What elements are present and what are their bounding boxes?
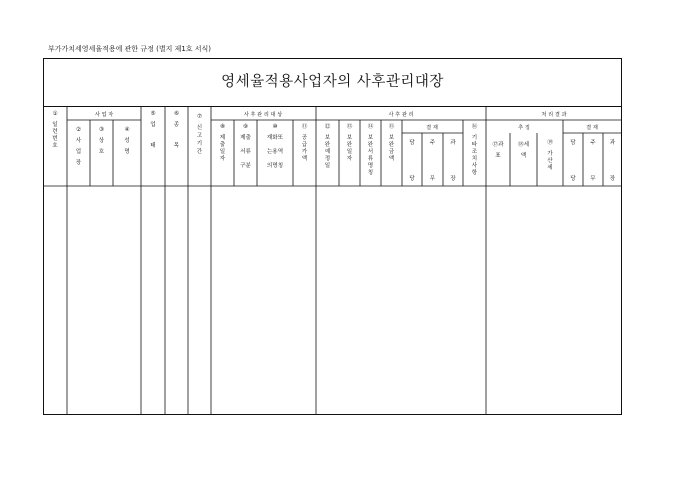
group-business: 사 업 자 bbox=[94, 112, 114, 118]
c22-header-num: ⑲ bbox=[547, 140, 553, 146]
c6-header-num: ⑥ bbox=[173, 111, 180, 117]
c6-header-char: 목 bbox=[173, 143, 180, 149]
c10-header-line: 의명칭 bbox=[266, 163, 284, 169]
c22-header-char: 세 bbox=[547, 165, 553, 171]
c19-header-char: 조 bbox=[471, 149, 478, 155]
c16-header-char: 당 bbox=[409, 176, 415, 182]
c12-header-char: 정 bbox=[324, 156, 331, 162]
c20-header-line: 표 bbox=[495, 153, 501, 159]
c14-header-char: 보 bbox=[367, 135, 374, 141]
c8-header-char: 제 bbox=[219, 135, 226, 141]
c2-header-num: ② bbox=[75, 127, 82, 133]
page-title: 영세율적용사업자의 사후관리대장 bbox=[221, 74, 444, 90]
group-approval: 결 재 bbox=[426, 125, 438, 131]
c2-header-char: 장 bbox=[75, 160, 82, 166]
c4-header-char: 성 bbox=[124, 138, 130, 144]
c15-header-char: 완 bbox=[388, 142, 395, 148]
c23-header-char: 당 bbox=[570, 176, 576, 182]
c19-header-char: 사 bbox=[471, 163, 478, 169]
c10-header-line: 재화또 bbox=[266, 135, 284, 141]
c15-header-char: 액 bbox=[388, 156, 395, 162]
c13-header-char: 자 bbox=[346, 156, 353, 162]
c23-header-char: 담 bbox=[570, 140, 576, 146]
c18-header-char: 과 bbox=[450, 140, 456, 146]
c5-header-char: 업 bbox=[150, 122, 156, 128]
group-filing: 사 후 관 리 대 상 bbox=[243, 112, 283, 118]
c7-header-char: 간 bbox=[196, 149, 203, 155]
c20-header-num: ⑰과 bbox=[492, 142, 504, 148]
c14-header-char: 칭 bbox=[367, 170, 374, 176]
header-lines bbox=[43, 120, 622, 186]
form-header-note: 부가가치세영세율적용에 관한 규정 (별지 제1호 서식) bbox=[48, 45, 212, 53]
c17-header-char: 무 bbox=[429, 176, 436, 182]
c9-header-line: 구분 bbox=[240, 163, 251, 169]
c9-header-num: ⑨ bbox=[242, 124, 249, 130]
c15-header-char: 금 bbox=[388, 149, 395, 155]
c22-header-char: 산 bbox=[547, 158, 553, 164]
c14-header-char: 명 bbox=[367, 163, 374, 169]
c19-header-num: ⑯ bbox=[471, 124, 478, 130]
c12-header-num: ⑫ bbox=[324, 124, 331, 130]
c7-header-char: 기 bbox=[196, 141, 203, 147]
c15-header-char: 보 bbox=[388, 135, 395, 141]
c12-header-char: 예 bbox=[324, 149, 331, 155]
c13-header-char: 보 bbox=[346, 135, 353, 141]
c8-header-char: 자 bbox=[219, 156, 226, 162]
c14-header-char: 완 bbox=[367, 142, 374, 148]
c8-header-char: 일 bbox=[219, 149, 226, 155]
c2-header-char: 업 bbox=[75, 149, 82, 155]
c13-header-num: ⑬ bbox=[346, 124, 353, 130]
c11-header-char: 급 bbox=[301, 142, 308, 148]
c8-header-char: 출 bbox=[219, 142, 226, 148]
c7-header-char: 신 bbox=[196, 125, 203, 131]
c1-header-char: 번 bbox=[52, 136, 58, 142]
c3-header-num: ③ bbox=[98, 127, 105, 133]
c13-header-char: 완 bbox=[346, 142, 353, 148]
c4-header-num: ④ bbox=[124, 127, 130, 133]
c14-header-num: ⑭ bbox=[367, 124, 374, 130]
c7-header-num: ⑦ bbox=[196, 114, 203, 120]
c12-header-char: 완 bbox=[324, 142, 331, 148]
c2-header-char: 사 bbox=[75, 138, 82, 144]
group-additional: 추 징 bbox=[518, 125, 530, 131]
c9-header-line: 서류 bbox=[240, 149, 251, 155]
c19-header-char: 항 bbox=[471, 170, 478, 176]
c1-header-char: 일 bbox=[52, 122, 58, 128]
group-approval-2: 결 재 bbox=[586, 125, 598, 131]
c6-header-char: 종 bbox=[173, 122, 180, 128]
c5-header-char: 태 bbox=[150, 143, 156, 149]
c16-header-char: 담 bbox=[409, 140, 415, 146]
c17-header-char: 주 bbox=[429, 140, 436, 146]
c3-header-char: 호 bbox=[98, 149, 105, 155]
c3-header-char: 상 bbox=[98, 138, 105, 144]
c13-header-char: 일 bbox=[346, 149, 353, 155]
c14-header-char: 서 bbox=[367, 149, 374, 155]
c12-header-char: 일 bbox=[324, 163, 331, 169]
c11-header-char: 공 bbox=[301, 135, 308, 141]
c14-header-char: 류 bbox=[367, 156, 374, 162]
c10-header-line: 는용역 bbox=[266, 149, 284, 155]
c10-header-num: ⑩ bbox=[272, 124, 278, 130]
c19-header-char: 기 bbox=[471, 135, 478, 141]
c21-header-line: 액 bbox=[520, 153, 527, 159]
c25-header-char: 장 bbox=[609, 176, 616, 182]
c11-header-num: ⑪ bbox=[301, 124, 308, 130]
c8-header-num: ⑧ bbox=[219, 124, 226, 130]
group-result: 처 리 결 과 bbox=[541, 112, 567, 118]
c4-header-char: 명 bbox=[124, 149, 130, 155]
c5-header-num: ⑤ bbox=[150, 111, 156, 117]
c21-header-num: ⑱세 bbox=[518, 142, 529, 148]
c11-header-char: 액 bbox=[301, 156, 308, 162]
c1-header-char: 련 bbox=[52, 129, 58, 135]
c15-header-num: ⑮ bbox=[388, 124, 395, 130]
c19-header-char: 치 bbox=[471, 156, 478, 162]
c12-header-char: 보 bbox=[324, 135, 331, 141]
c19-header-char: 타 bbox=[471, 142, 478, 148]
c22-header-char: 가 bbox=[547, 151, 553, 157]
group-post-mgmt: 사 후 관 리 bbox=[388, 112, 414, 118]
c7-header-char: 고 bbox=[196, 133, 203, 139]
c11-header-char: 가 bbox=[301, 149, 308, 155]
c25-header-char: 과 bbox=[609, 140, 616, 146]
c1-header-char: 호 bbox=[52, 143, 58, 149]
c24-header-char: 주 bbox=[590, 140, 596, 146]
c9-header-line: 제출 bbox=[240, 135, 251, 141]
c18-header-char: 장 bbox=[450, 176, 456, 182]
c24-header-char: 무 bbox=[590, 176, 596, 182]
column-headers bbox=[52, 110, 616, 182]
c1-header-num: ① bbox=[52, 111, 58, 117]
